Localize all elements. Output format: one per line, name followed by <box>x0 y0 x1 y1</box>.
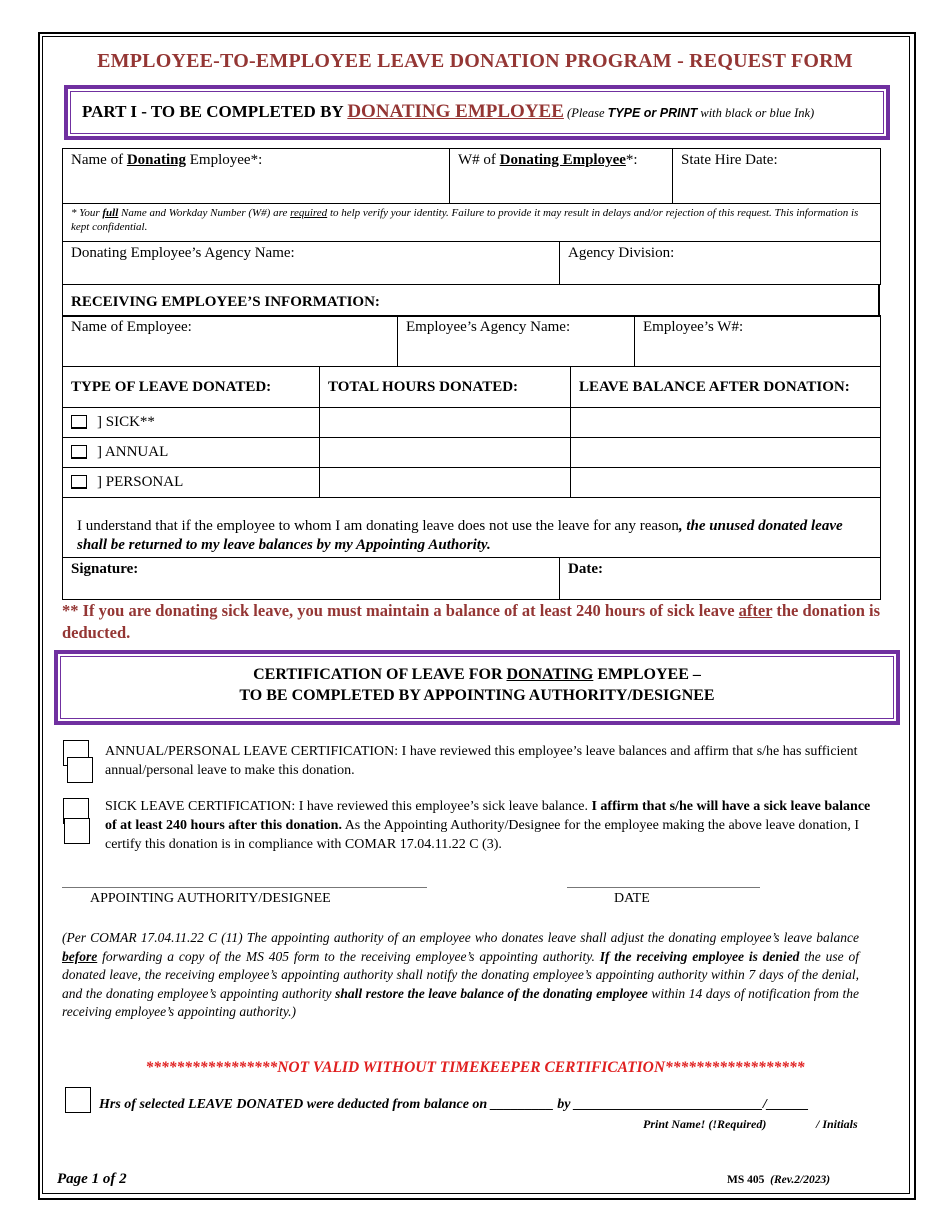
sick-cert-text: SICK LEAVE CERTIFICATION: I have reviewed this employee’s sick leave balance. I affirm that s/he will have a sick leave balance of at least 240 hours after this donation. As the Appointing Authority/Designee for the employee making the above leave donation, I certify this donation is in compliance with COMAR 17.04.11.22 C (3). <box>105 799 871 852</box>
sick-leave-warning: ** If you are donating sick leave, you must maintain a balance of at least 240 hours of sick leave after the donation is deducted. <box>62 601 880 642</box>
leave-type-header: TYPE OF LEAVE DONATED: <box>63 367 320 408</box>
authority-date-line[interactable] <box>567 887 760 888</box>
receiver-name-field[interactable]: Name of Employee: <box>63 316 398 367</box>
sick-cert-checkbox[interactable] <box>64 818 90 844</box>
personal-hours-cell[interactable] <box>320 468 571 498</box>
part1-note-2: with black or blue Ink) <box>697 106 815 120</box>
receiving-heading: RECEIVING EMPLOYEE’S INFORMATION: <box>71 294 380 310</box>
donor-agency-table <box>62 241 881 285</box>
initials-label: / Initials <box>816 1117 858 1131</box>
authority-signature-line[interactable] <box>62 887 427 888</box>
part1-banner <box>64 85 890 140</box>
receiving-heading-box <box>62 284 880 317</box>
agency-division-field[interactable]: Agency Division: <box>560 242 881 285</box>
donor-agency-field[interactable]: Donating Employee’s Agency Name: <box>63 242 560 285</box>
receiver-wnum-field[interactable]: Employee’s W#: <box>635 316 881 367</box>
part1-donating: DONATING EMPLOYEE <box>347 101 564 122</box>
personal-checkbox[interactable] <box>71 475 87 489</box>
sick-checkbox[interactable] <box>71 415 87 429</box>
part1-prefix: PART I - TO BE COMPLETED BY <box>82 102 348 121</box>
confidential-notice: * Your full Name and Workday Number (W#) are required to help verify your identity. Failure to provide it may result in delays and/or rejection of this request. This information is kept confidential. <box>63 204 881 242</box>
receiver-table <box>62 315 881 367</box>
signature-date-field[interactable]: Date: <box>560 558 881 600</box>
understand-statement: I understand that if the employee to whom I am donating leave does not use the leave for any reason, the unused donated leave shall be returned to my leave balances by my Appointing Authority. <box>63 498 881 558</box>
leave-row-personal[interactable]: ] PERSONAL <box>63 468 320 498</box>
annual-checkbox[interactable] <box>71 445 87 459</box>
leave-table <box>62 366 881 558</box>
page-number: Page 1 of 2 <box>57 1171 127 1187</box>
donor-name-field[interactable]: Name of Donating Employee*: <box>63 149 450 204</box>
hours-donated-header: TOTAL HOURS DONATED: <box>320 367 571 408</box>
leave-row-annual[interactable]: ] ANNUAL <box>63 438 320 468</box>
comar-paragraph: (Per COMAR 17.04.11.22 C (11) The appointing authority of an employee who donates leave shall adjust the donating employee’s leave balance before forwarding a copy of the MS 405 form to the receiving employee’s appointing authority. If the receiving employee is denied the use of donated leave, the receiving employee’s appointing authority shall notify the donating employee’s appointing authority within 7 days of the denial, and the donating employee’s appointing authority shall restore the leave balance of the donating employee within 14 days of notification from the receiving employee’s appointing authority.) <box>62 930 860 1019</box>
receiver-agency-field[interactable]: Employee’s Agency Name: <box>398 316 635 367</box>
balance-after-header: LEAVE BALANCE AFTER DONATION: <box>571 367 881 408</box>
not-valid-banner: *****************NOT VALID WITHOUT TIMEKEEPER CERTIFICATION****************** <box>145 1059 805 1076</box>
annual-balance-cell[interactable] <box>571 438 881 468</box>
authority-date-label: DATE <box>614 891 650 906</box>
certification-banner: CERTIFICATION OF LEAVE FOR DONATING EMPLOYEE – TO BE COMPLETED BY APPOINTING AUTHORITY/DESIGNEE <box>54 650 900 725</box>
timekeeper-line: Hrs of selected LEAVE DONATED were deducted from balance on _________ by ___________________________/______ <box>99 1097 809 1112</box>
part1-note-1: (Please <box>563 106 608 120</box>
leave-row-sick[interactable]: ] SICK** <box>63 408 320 438</box>
print-name-label: Print Name! (!Required) <box>643 1117 767 1131</box>
certification-line2: TO BE COMPLETED BY APPOINTING AUTHORITY/DESIGNEE <box>239 687 715 704</box>
signature-table <box>62 557 881 600</box>
authority-label: APPOINTING AUTHORITY/DESIGNEE <box>90 891 331 906</box>
annual-hours-cell[interactable] <box>320 438 571 468</box>
sick-hours-cell[interactable] <box>320 408 571 438</box>
personal-balance-cell[interactable] <box>571 468 881 498</box>
donor-table <box>62 148 881 242</box>
form-title: EMPLOYEE-TO-EMPLOYEE LEAVE DONATION PROGRAM - REQUEST FORM <box>97 50 853 72</box>
timekeeper-checkbox[interactable] <box>65 1087 91 1113</box>
annual-cert-checkbox[interactable] <box>67 757 93 783</box>
form-id: MS 405 (Rev.2/2023) <box>727 1174 831 1186</box>
annual-cert-text: ANNUAL/PERSONAL LEAVE CERTIFICATION: I have reviewed this employee’s leave balances and affirm that s/he has sufficient annual/personal leave to make this donation. <box>105 744 858 778</box>
signature-field[interactable]: Signature: <box>63 558 560 600</box>
sick-balance-cell[interactable] <box>571 408 881 438</box>
donor-wnum-field[interactable]: W# of Donating Employee*: <box>450 149 673 204</box>
part1-note-type: TYPE or PRINT <box>607 106 698 120</box>
hire-date-field[interactable]: State Hire Date: <box>673 149 881 204</box>
